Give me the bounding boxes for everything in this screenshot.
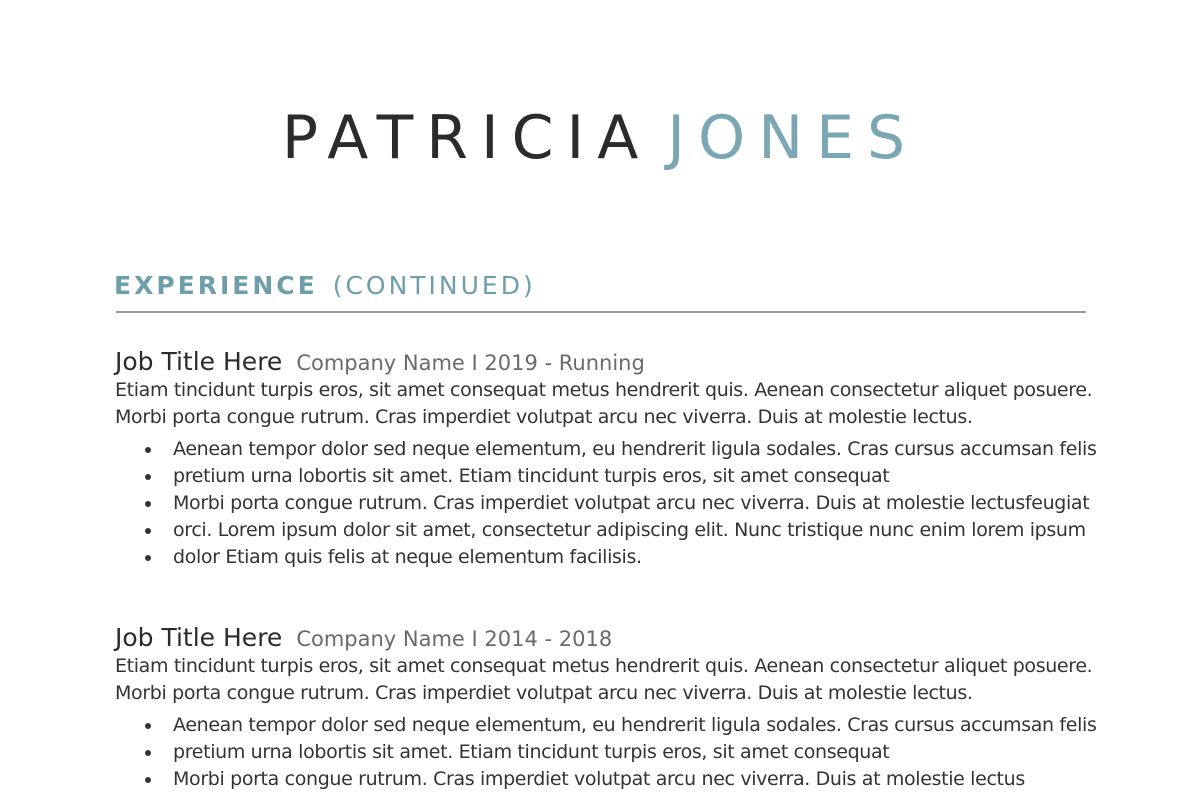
section-title: EXPERIENCE <box>114 271 318 300</box>
last-name: JONES <box>667 103 919 173</box>
first-name: PATRICIA <box>281 103 652 173</box>
job-description-line: Morbi porta congue rutrum. Cras imperdiet volutpat arcu nec viverra. Duis at molestie lectus. <box>115 682 973 704</box>
bullet-icon <box>145 447 151 453</box>
section-title-suffix: (CONTINUED) <box>332 271 536 300</box>
job-description-line: Etiam tincidunt turpis eros, sit amet consequat metus hendrerit quis. Aenean consectetur aliquet posuere. <box>115 379 1093 401</box>
job-company-dates: Company Name I 2019 - Running <box>296 351 645 375</box>
list-item <box>115 436 1100 463</box>
list-item <box>115 712 1100 739</box>
section-heading-experience <box>114 268 536 304</box>
section-divider <box>116 311 1086 313</box>
bullet-icon <box>145 501 151 507</box>
job-entry <box>115 347 1100 571</box>
bullet-icon <box>145 723 151 729</box>
list-item <box>115 739 1100 766</box>
bullet-icon <box>145 750 151 756</box>
job-entry <box>115 623 1100 793</box>
list-item <box>115 517 1100 544</box>
job-description-line: Etiam tincidunt turpis eros, sit amet consequat metus hendrerit quis. Aenean consectetur aliquet posuere. <box>115 655 1093 677</box>
bullet-text: Morbi porta congue rutrum. Cras imperdiet volutpat arcu nec viverra. Duis at molestie lectusfeugiat <box>173 492 1090 514</box>
list-item <box>115 490 1100 517</box>
resume-name <box>0 98 1200 178</box>
job-header <box>115 347 1100 377</box>
job-description-line: Morbi porta congue rutrum. Cras imperdiet volutpat arcu nec viverra. Duis at molestie lectus. <box>115 406 973 428</box>
bullet-text: Aenean tempor dolor sed neque elementum, eu hendrerit ligula sodales. Cras cursus accumsan felis <box>173 714 1097 736</box>
bullet-text: orci. Lorem ipsum dolor sit amet, consectetur adipiscing elit. Nunc tristique nunc enim lorem ipsum <box>173 519 1086 541</box>
bullet-icon <box>145 474 151 480</box>
job-description <box>115 377 1100 431</box>
list-item <box>115 544 1100 571</box>
bullet-icon <box>145 555 151 561</box>
bullet-icon <box>145 528 151 534</box>
job-bullet-list <box>115 436 1100 571</box>
bullet-text: pretium urna lobortis sit amet. Etiam tincidunt turpis eros, sit amet consequat <box>173 465 890 487</box>
bullet-text: Aenean tempor dolor sed neque elementum, eu hendrerit ligula sodales. Cras cursus accumsan felis <box>173 438 1097 460</box>
bullet-text: dolor Etiam quis felis at neque elementum facilisis. <box>173 546 642 568</box>
list-item <box>115 463 1100 490</box>
bullet-icon <box>145 777 151 783</box>
job-title: Job Title Here <box>115 347 283 376</box>
job-description <box>115 653 1100 707</box>
job-company-dates: Company Name I 2014 - 2018 <box>296 627 613 651</box>
job-title: Job Title Here <box>115 623 283 652</box>
job-bullet-list <box>115 712 1100 793</box>
list-item <box>115 766 1100 793</box>
job-header <box>115 623 1100 653</box>
bullet-text: pretium urna lobortis sit amet. Etiam tincidunt turpis eros, sit amet consequat <box>173 741 890 763</box>
bullet-text: Morbi porta congue rutrum. Cras imperdiet volutpat arcu nec viverra. Duis at molestie lectus <box>173 768 1025 790</box>
